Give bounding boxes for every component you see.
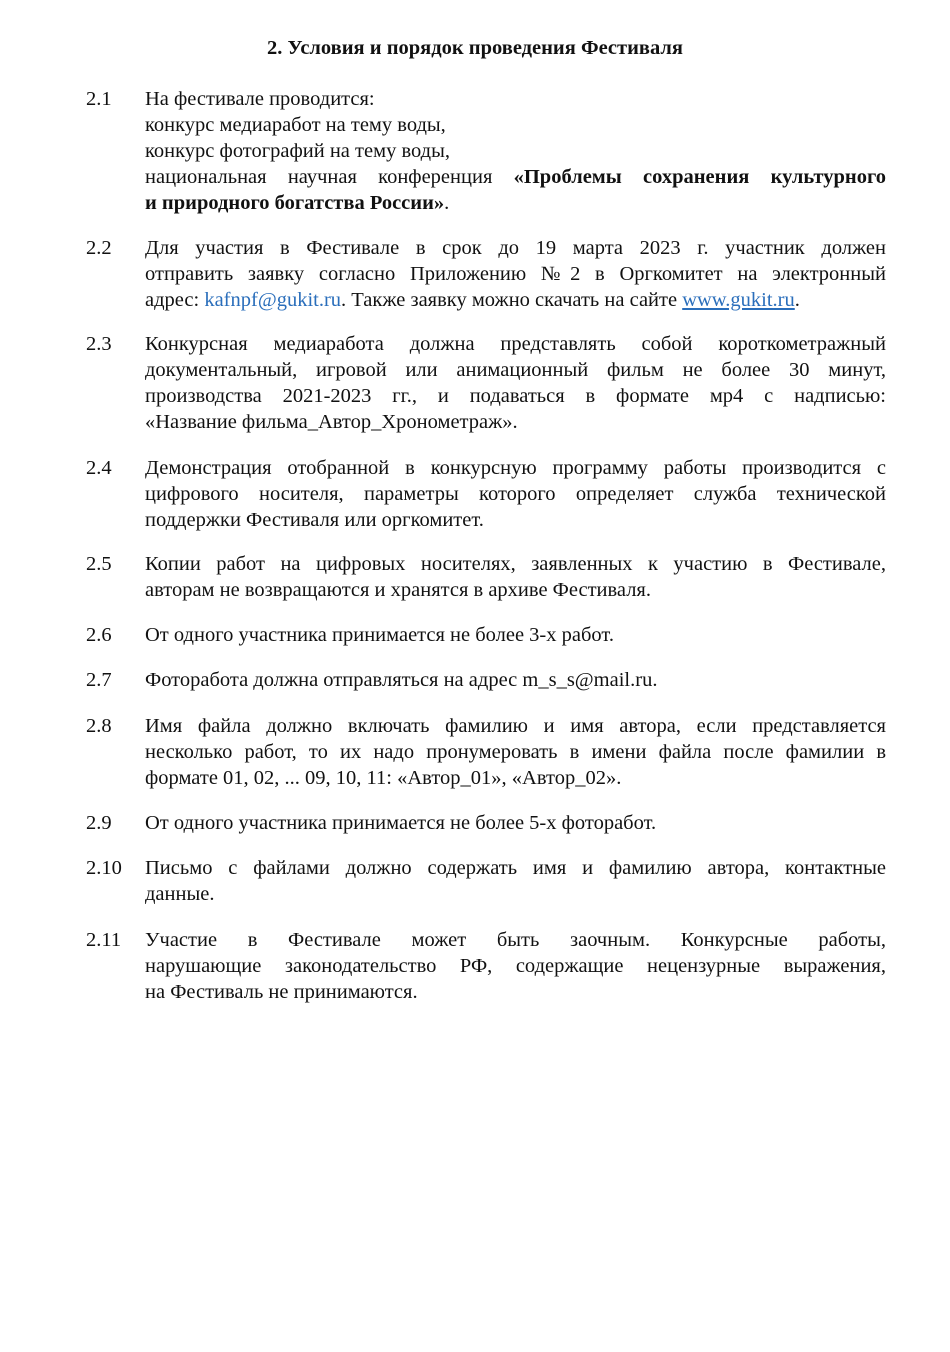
clause-line: конкурс медиаработ на тему воды,: [145, 114, 446, 136]
clause-text: [145, 667, 886, 693]
clause-line: «Название фильма_Автор_Хронометраж».: [145, 411, 518, 433]
clause-line: поддержки Фестиваля или оргкомитет.: [145, 509, 484, 531]
clause-line: конкурс фотографий на тему воды,: [145, 140, 450, 162]
clause-line: несколько работ, то их надо пронумеровать в имени файла после фамилии в: [145, 741, 886, 763]
clause-number: 2.2: [86, 237, 112, 259]
clause-line-text: .: [444, 192, 450, 214]
clause-line: отправить заявку согласно Приложению №2 в Оргкомитет на электронный: [145, 263, 886, 285]
clause-line: производства 2021-2023 гг., и подаваться в формате мр4 с надписью:: [145, 385, 886, 407]
clause-number: 2.4: [86, 457, 112, 479]
clause-line: На фестивале проводится:: [145, 88, 375, 110]
clause-number: 2.6: [86, 624, 112, 646]
clause-line: [145, 164, 886, 190]
clause-number: 2.8: [86, 715, 112, 737]
clause-number: 2.9: [86, 812, 112, 834]
clause-text: [145, 235, 886, 313]
clause-text: [145, 855, 886, 907]
clause-line: цифрового носителя, параметры которого определяет служба технической: [145, 483, 886, 505]
clause-line: Копии работ на цифровых носителях, заявленных к участию в Фестивале,: [145, 553, 886, 575]
clause-line: документальный, игровой или анимационный фильм не более 30 минут,: [145, 359, 886, 381]
clause-line-text: адрес:: [145, 289, 205, 311]
clause-text: [145, 455, 886, 533]
clause-text: [145, 331, 886, 435]
clause-line: на Фестиваль не принимаются.: [145, 981, 418, 1003]
clause-line: [145, 190, 886, 216]
clause-line: Фоторабота должна отправляться на адрес m_s_s@mail.ru.: [145, 669, 658, 691]
clause-line: Участие в Фестивале может быть заочным. Конкурсные работы,: [145, 929, 886, 951]
clause-text: [145, 551, 886, 603]
clause-line: данные.: [145, 883, 215, 905]
clause-number: 2.11: [86, 929, 122, 951]
conference-title-cont: и природного богатства России»: [145, 192, 445, 214]
clause-line: Письмо с файлами должно содержать имя и фамилию автора, контактные: [145, 857, 886, 879]
section-title: 2. Условия и порядок проведения Фестиваля: [266, 37, 683, 59]
clause-text: [145, 622, 886, 648]
email-link[interactable]: kafnpf@gukit.ru: [204, 289, 342, 311]
clause-line: нарушающие законодательство РФ, содержащие нецензурные выражения,: [145, 955, 886, 977]
clause-line: Имя файла должно включать фамилию и имя автора, если представляется: [145, 715, 886, 737]
clause-number: 2.5: [86, 553, 112, 575]
clause-line: Для участия в Фестивале в срок до 19 марта 2023 г. участник должен: [145, 237, 886, 259]
clause-number: 2.7: [86, 669, 112, 691]
clause-number: 2.1: [86, 88, 112, 110]
clause-line: формате 01, 02, ... 09, 10, 11: «Автор_01», «Автор_02».: [145, 767, 622, 789]
clause-line-text: .: [794, 289, 800, 311]
clause-line: [145, 287, 886, 313]
clause-line: Демонстрация отобранной в конкурсную программу работы производится с: [145, 457, 886, 479]
website-link[interactable]: www.gukit.ru: [682, 289, 795, 311]
clause-text: [145, 810, 886, 836]
clause-line: Конкурсная медиаработа должна представлять собой короткометражный: [145, 333, 886, 355]
clause-line: От одного участника принимается не более 5-х фоторабот.: [145, 812, 657, 834]
conference-title: «Проблемы сохранения культурного: [513, 166, 886, 188]
clause-text: [145, 86, 886, 216]
clause-text: [145, 713, 886, 791]
clause-line-text: . Также заявку можно скачать на сайте: [341, 289, 683, 311]
clause-line-text: национальная научная конференция: [145, 166, 514, 188]
clause-line: От одного участника принимается не более 3-х работ.: [145, 624, 614, 646]
clause-line: авторам не возвращаются и хранятся в архиве Фестиваля.: [145, 579, 651, 601]
clause-number: 2.3: [86, 333, 112, 355]
clause-text: [145, 927, 886, 1005]
clause-number: 2.10: [86, 857, 122, 879]
